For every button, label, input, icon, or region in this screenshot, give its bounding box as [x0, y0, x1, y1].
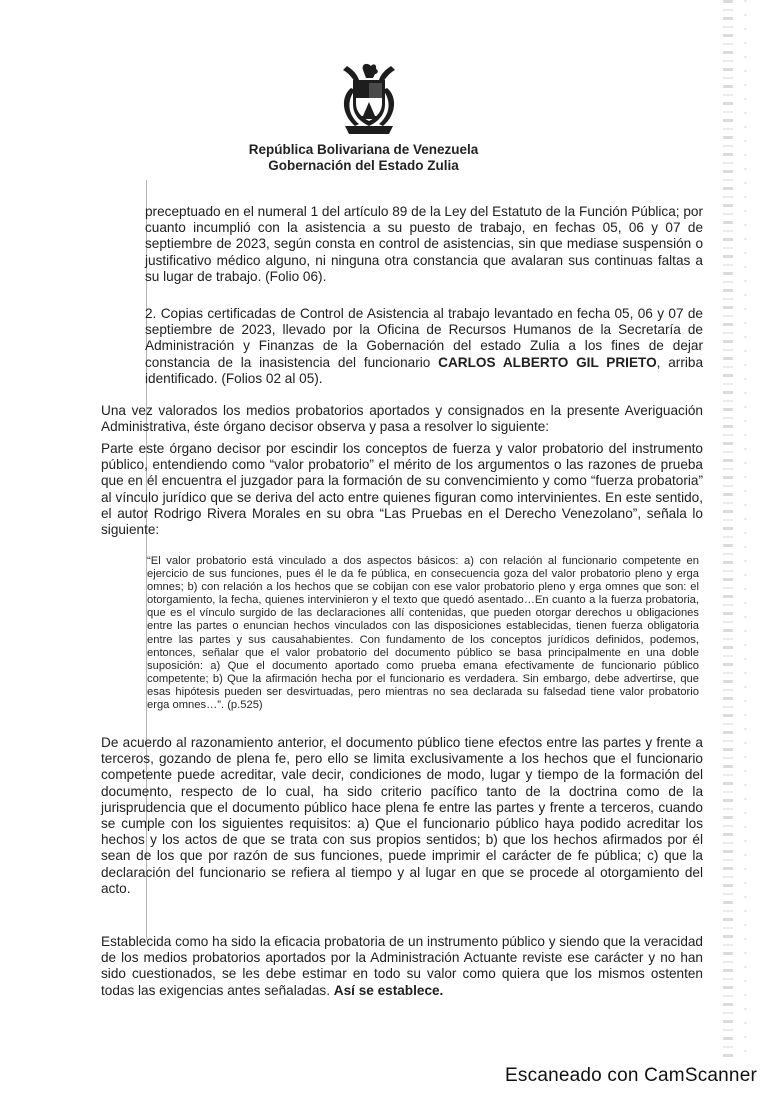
header-republic: República Bolivariana de Venezuela [248, 142, 479, 157]
employee-name: CARLOS ALBERTO GIL PRIETO [438, 354, 657, 370]
paragraph-2 [145, 306, 703, 387]
paragraph-6 [101, 934, 703, 999]
scanner-watermark: Escaneado con CamScanner [505, 1065, 757, 1086]
coat-of-arms-icon [333, 60, 405, 140]
paragraph-6-conclusion: Así se establece. [333, 982, 444, 998]
header-government: Gobernación del Estado Zulia [268, 158, 459, 173]
paragraph-3: Una vez valorados los medios probatorios aportados y consignados en la presente Averiguación Administrativa, éste órgano decisor observa y pasa a resolver lo siguiente: [101, 403, 703, 435]
paragraph-1: preceptuado en el numeral 1 del artículo 89 de la Ley del Estatuto de la Función Pública; por cuanto incumplió con la asistencia a su puesto de trabajo, en fechas 05, 06 y 07 de septiembre de 2023, según consta en control de asistencias, sin que mediase suspensión o justificativo médico alguno, ni ninguna otra constancia que avalaran sus continuas faltas a su lugar de trabajo. (Folio 06). [145, 204, 703, 284]
paragraph-6-text: Establecida como ha sido la eficacia probatoria de un instrumento público y siendo que la veracidad de los medios probatorios aportados por la Administración Actuante reviste ese carácter y no han sido cuestionados, se les debe estimar en todo su valor como quiera que los mismos ostenten todas las exigencias antes señaladas. [101, 934, 703, 998]
paragraph-2-text: 2. Copias certificadas de Control de Asistencia al trabajo levantado en fecha 05, 06 y 07 de septiembre de 2023, llevado por la Oficina de Recursos Humanos de la Secretaría de Administración y Finanzas de la Gobernación del estado Zulia a los fines de dejar constancia de la inasistencia del funcionario [145, 306, 703, 370]
paragraph-2-tail: , arriba identificado. (Folios 02 al 05). [145, 354, 704, 386]
paragraph-4: Parte este órgano decisor por escindir los conceptos de fuerza y valor probatorio del instrumento público, entendiendo como “valor probatorio” el mérito de los argumentos o las razones de prueba que en él encuentra el juzgador para la formación de su convencimiento y como “fuerza probatoria” al vínculo jurídico que se deriva del acto entre quienes figuran como intervinientes. En este sentido, el autor Rodrigo Rivera Morales en su obra “Las Pruebas en el Derecho Venezolano”, señala lo siguiente: [101, 441, 703, 538]
paragraph-5: De acuerdo al razonamiento anterior, el documento público tiene efectos entre las partes y frente a terceros, gozando de plena fe, pero ello se limita exclusivamente a los hechos que el funcionario competente puede acreditar, vale decir, condiciones de modo, lugar y tiempo de la formación del documento, respecto de lo cual, ha sido criterio pacífico tanto de la doctrina como de la jurisprudencia que el documento público hace plena fe entre las partes y frente a terceros, cuando se cumple con los siguientes requisitos: a) Que el funcionario público haya podido acreditar los hechos y los actos de que se trata con sus propios sentidos; b) que los hechos afirmados por él sean de los que por razón de sus funciones, puede imprimir el carácter de fe pública; c) que la declaración del funcionario se refiera al tiempo y al lugar en que se procede al otorgamiento del acto. [101, 735, 703, 896]
block-quote: “El valor probatorio está vinculado a dos aspectos básicos: a) con relación al funcionario competente en ejercicio de sus funciones, pues él le da fe pública, en consecuencia goza del valor probatorio pleno y erga omnes; b) con relación a los hechos que se cobijan con ese valor probatorio pleno y erga omnes que son: el otorgamiento, la fecha, quienes intervinieron y el texto que quedó asentado…En cuanto a la fuerza probatoria, que es el vínculo surgido de las declaraciones allí contenidas, que pueden otorgar derechos u obligaciones entre las partes o enuncian hechos vinculados con las disposiciones establecidas, tienen fuerza obligatoria entre las partes y sus causahabientes. Con fundamento de los conceptos jurídicos definidos, podemos, entonces, señalar que el valor probatorio del documento público se basa principalmente en una doble suposición: a) Que el documento aportado como prueba emana efectivamente de funcionario público competente; b) Que la afirmación hecha por el funcionario es verdadera. Sin embargo, debe advertirse, que esas hipótesis pueden ser desvirtuadas, pero mientras no sea declarada su falsedad tiene valor probatorio erga omnes…”. (p.525) [147, 555, 699, 712]
